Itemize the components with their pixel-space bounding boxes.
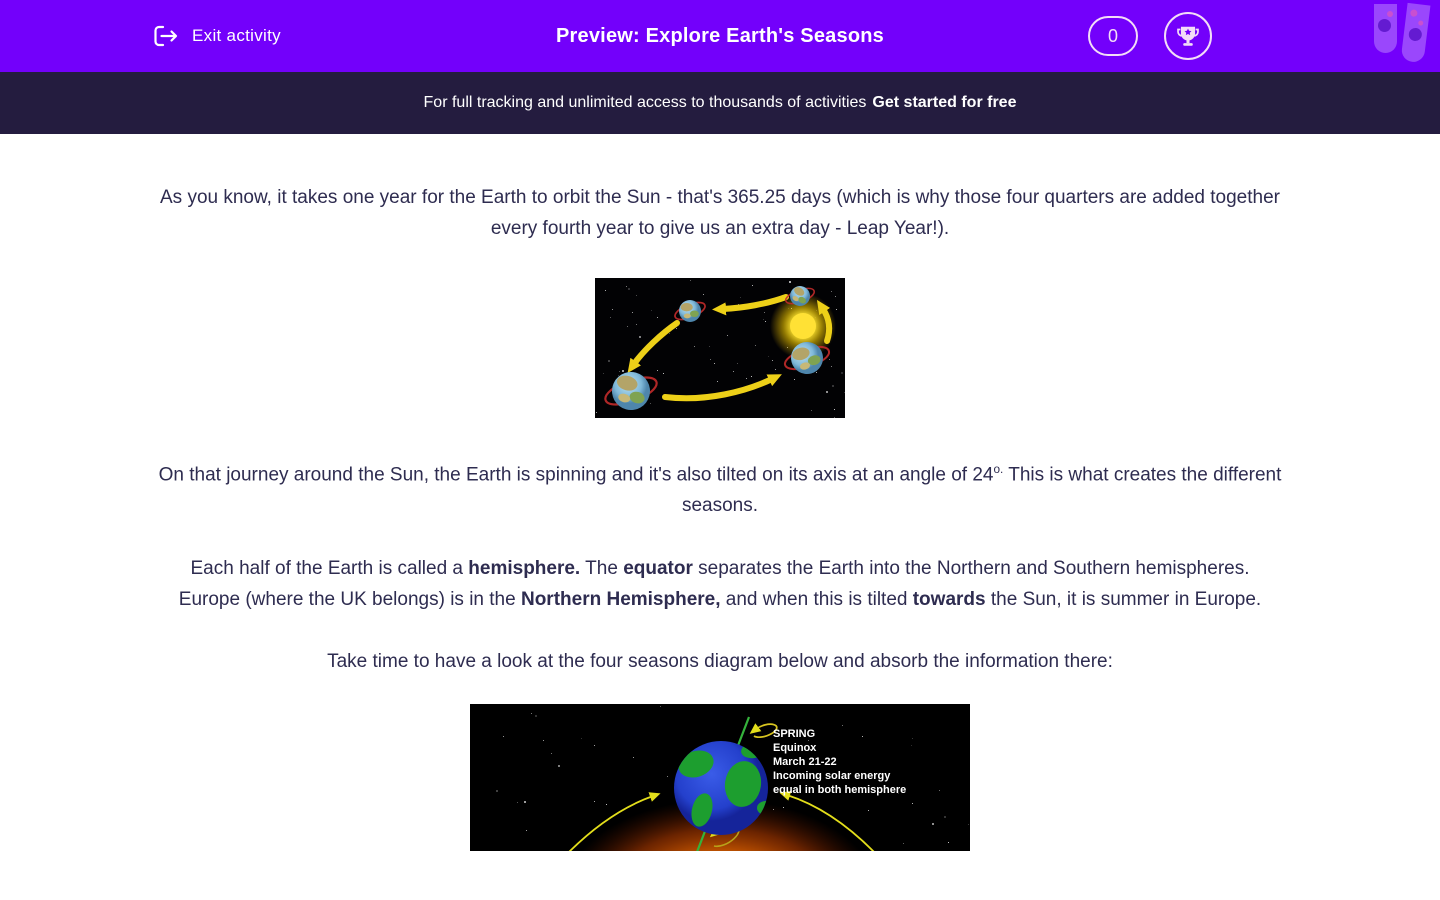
four-seasons-art: [470, 704, 970, 851]
svg-text:equal in both hemisphere: equal in both hemisphere: [773, 784, 907, 797]
score-badge: [1088, 16, 1138, 56]
paragraph-orbit-intro: As you know, it takes one year for the Earth to orbit the Sun - that's 365.25 days (which is why those four quarters are added together every fourth year to give us an extra day - Leap Year!).: [160, 187, 1280, 239]
trophy-icon: [1175, 23, 1201, 49]
page-title: Preview: Explore Earth's Seasons: [556, 25, 884, 47]
score-value: 0: [1107, 25, 1118, 46]
trophy-button[interactable]: [1164, 12, 1212, 60]
promo-text: For full tracking and unlimited access to thousands of activities: [423, 94, 867, 111]
earth-orbit-image: [595, 278, 845, 418]
get-started-link[interactable]: Get started for free: [872, 94, 1017, 111]
paragraph-hemispheres: Each half of the Earth is called a hemisphere. The equator separates the Earth into the Northern and Southern hemispheres. Europe (where the UK belongs) is in the Northern Hemisphere, and when this is tilted towards the Sun, it is summer in Europe.: [178, 558, 1262, 611]
test-tube-icon: [1374, 4, 1397, 53]
paragraph-diagram-intro: Take time to have a look at the four seasons diagram below and absorb the information there:: [327, 651, 1113, 673]
app-header: [0, 0, 1440, 72]
degree-superscript: o.: [993, 463, 1004, 476]
four-seasons-diagram-image: [470, 704, 970, 851]
svg-text:Incoming solar energy: Incoming solar energy: [773, 770, 891, 783]
lesson-content: [0, 182, 1440, 851]
paragraph-axis-tilt: On that journey around the Sun, the Earth is spinning and it's also tilted on its axis at an angle of $24^{o.}$ This is what creates the different seasons.: [158, 463, 1282, 517]
svg-text:SPRING: SPRING: [773, 728, 816, 741]
test-tubes-decoration: [1372, 4, 1434, 70]
test-tube-icon: [1401, 3, 1431, 63]
svg-text:March 21-22: March 21-22: [773, 756, 837, 769]
svg-text:Equinox: Equinox: [773, 742, 817, 755]
promo-banner: [0, 72, 1440, 134]
exit-activity-label: Exit activity: [192, 26, 281, 45]
season-caption: [773, 728, 906, 796]
earth-orbit-art: [595, 278, 845, 418]
